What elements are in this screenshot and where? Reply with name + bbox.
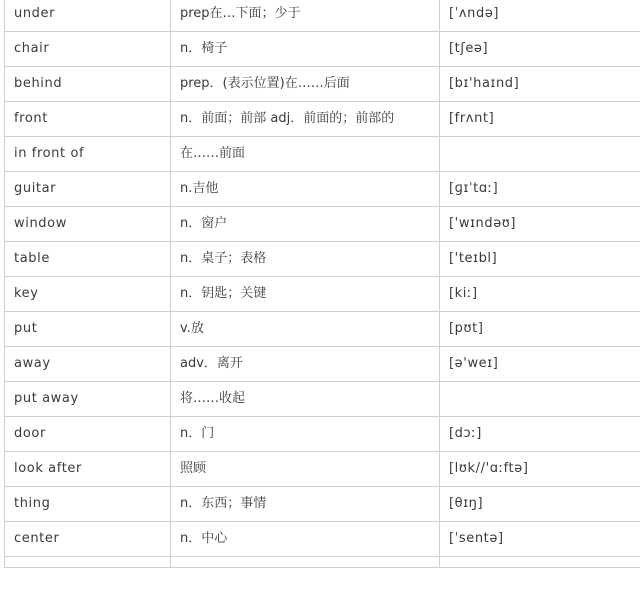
meaning-cell: prep在…下面；少于 [171, 0, 440, 32]
word-cell: guitar [5, 172, 171, 207]
phonetic-cell: ['wɪndəʊ] [440, 207, 640, 242]
meaning-cell: n．东西；事情 [171, 487, 440, 522]
word-cell: in front of [5, 137, 171, 172]
meaning-cell: v.放 [171, 312, 440, 347]
phonetic-cell: [frʌnt] [440, 102, 640, 137]
table-row [5, 137, 640, 172]
phonetic-cell: [ˈsentə] [440, 522, 640, 557]
vocabulary-table [4, 0, 640, 568]
phonetic-cell [440, 382, 640, 417]
phonetic-cell: [ə'weɪ] [440, 347, 640, 382]
table-row [5, 557, 640, 568]
word-cell: behind [5, 67, 171, 102]
table-row [5, 242, 640, 277]
table-row [5, 102, 640, 137]
word-cell: put away [5, 382, 171, 417]
phonetic-cell: [dɔː] [440, 417, 640, 452]
table-row [5, 277, 640, 312]
phonetic-cell: [ɡɪˈtɑː] [440, 172, 640, 207]
table-row [5, 382, 640, 417]
word-cell: look after [5, 452, 171, 487]
meaning-cell: n．中心 [171, 522, 440, 557]
word-cell: front [5, 102, 171, 137]
word-cell: put [5, 312, 171, 347]
meaning-cell: 在……前面 [171, 137, 440, 172]
word-cell: window [5, 207, 171, 242]
meaning-cell: prep．(表示位置)在……后面 [171, 67, 440, 102]
meaning-cell: n．椅子 [171, 32, 440, 67]
meaning-cell: n．门 [171, 417, 440, 452]
phonetic-cell: [lʊk//'ɑːftə] [440, 452, 640, 487]
phonetic-cell: [θɪŋ] [440, 487, 640, 522]
meaning-cell: 照顾 [171, 452, 440, 487]
phonetic-cell: [pʊt] [440, 312, 640, 347]
meaning-cell: n．前面；前部 adj．前面的；前部的 [171, 102, 440, 137]
table-row [5, 347, 640, 382]
table-row [5, 172, 640, 207]
meaning-cell: n．桌子；表格 [171, 242, 440, 277]
table-row [5, 67, 640, 102]
meaning-cell: n.吉他 [171, 172, 440, 207]
word-cell: under [5, 0, 171, 32]
meaning-cell: n．窗户 [171, 207, 440, 242]
table-row [5, 522, 640, 557]
phonetic-cell: [ˈʌndə] [440, 0, 640, 32]
table-row [5, 417, 640, 452]
word-cell: door [5, 417, 171, 452]
meaning-cell: n．钥匙；关键 [171, 277, 440, 312]
table-row [5, 207, 640, 242]
table-row [5, 452, 640, 487]
vocabulary-table-body [5, 0, 640, 568]
word-cell: key [5, 277, 171, 312]
phonetic-cell: [bɪ'haɪnd] [440, 67, 640, 102]
word-cell: center [5, 522, 171, 557]
meaning-cell [171, 557, 440, 568]
phonetic-cell: [tʃeə] [440, 32, 640, 67]
phonetic-cell [440, 137, 640, 172]
word-cell [5, 557, 171, 568]
table-row [5, 32, 640, 67]
table-row [5, 0, 640, 32]
word-cell: table [5, 242, 171, 277]
meaning-cell: 将……收起 [171, 382, 440, 417]
table-row [5, 487, 640, 522]
phonetic-cell [440, 557, 640, 568]
phonetic-cell: ['teɪbl] [440, 242, 640, 277]
meaning-cell: adv．离开 [171, 347, 440, 382]
table-row [5, 312, 640, 347]
word-cell: away [5, 347, 171, 382]
word-cell: thing [5, 487, 171, 522]
phonetic-cell: [kiː] [440, 277, 640, 312]
word-cell: chair [5, 32, 171, 67]
